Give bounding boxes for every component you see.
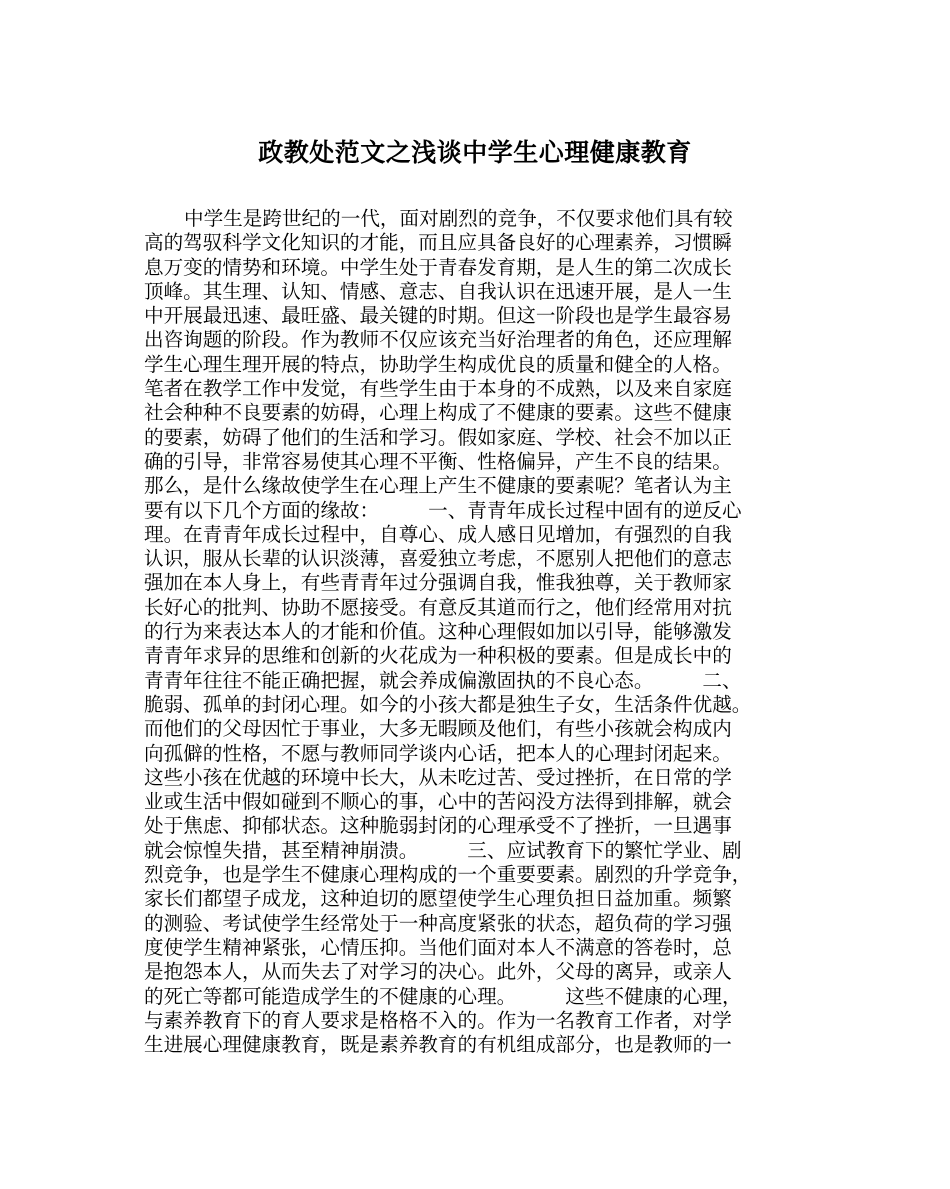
body-line: 生进展心理健康教育，既是素养教育的有机组成部分，也是教师的一 — [144, 1033, 732, 1057]
body-line: 中学生是跨世纪的一代，面对剧烈的竞争，不仅要求他们具有较 — [184, 207, 733, 230]
body-line: 脆弱、孤单的封闭心理。如今的小孩大都是独生子女，生活条件优越。 — [144, 692, 752, 716]
body-line: 业或生活中假如碰到不顺心的事，心中的苦闷没方法得到排解，就会 — [144, 790, 732, 814]
body-line: 息万变的情势和环境。中学生处于青春发育期，是人生的第二次成长 — [144, 255, 732, 279]
body-line: 家长们都望子成龙，这种迫切的愿望使学生心理负担日益加重。频繁 — [144, 887, 732, 911]
body-line: 这些小孩在优越的环境中长大，从未吃过苦、受过挫折，在日常的学 — [144, 765, 732, 789]
document-title: 政教处范文之浅谈中学生心理健康教育 — [258, 138, 692, 167]
body-line: 向孤僻的性格，不愿与教师同学谈内心话，把本人的心理封闭起来。 — [144, 741, 732, 765]
body-line: 的要素，妨碍了他们的生活和学习。假如家庭、学校、社会不加以正 — [144, 425, 732, 449]
body-line: 的行为来表达本人的才能和价值。这种心理假如加以引导，能够激发 — [144, 620, 732, 644]
body-line: 青青年往往不能正确把握，就会养成偏激固执的不良心态。 二、 — [144, 668, 742, 692]
body-line: 那么，是什么缘故使学生在心理上产生不健康的要素呢？笔者认为主 — [144, 474, 732, 498]
body-line: 社会种种不良要素的妨碍，心理上构成了不健康的要素。这些不健康 — [144, 401, 732, 425]
body-line: 理。在青青年成长过程中，自尊心、成人感日见增加，有强烈的自我 — [144, 522, 732, 546]
body-line: 是抱怨本人，从而失去了对学习的决心。此外，父母的离异，或亲人 — [144, 960, 732, 984]
body-line: 的测验、考试使学生经常处于一种高度紧张的状态，超负荷的学习强 — [144, 911, 732, 935]
body-line: 笔者在教学工作中发觉，有些学生由于本身的不成熟，以及来自家庭 — [144, 377, 732, 401]
body-line: 就会惊惶失措，甚至精神崩溃。 三、应试教育下的繁忙学业、剧 — [144, 838, 742, 862]
body-line: 与素养教育下的育人要求是格格不入的。作为一名教育工作者，对学 — [144, 1008, 732, 1032]
body-line: 强加在本人身上，有些青青年过分强调自我，惟我独尊，关于教师家 — [144, 571, 732, 595]
body-line: 处于焦虑、抑郁状态。这种脆弱封闭的心理承受不了挫折，一旦遇事 — [144, 814, 732, 838]
body-line: 度使学生精神紧张，心情压抑。当他们面对本人不满意的答卷时，总 — [144, 935, 732, 959]
body-line: 高的驾驭科学文化知识的才能，而且应具备良好的心理素养，习惯瞬 — [144, 231, 732, 255]
body-line: 长好心的批判、协助不愿接受。有意反其道而行之，他们经常用对抗 — [144, 595, 732, 619]
body-line: 中开展最迅速、最旺盛、最关键的时期。但这一阶段也是学生最容易 — [144, 304, 732, 328]
body-line: 烈竞争，也是学生不健康心理构成的一个重要要素。剧烈的升学竞争， — [144, 863, 752, 887]
document-body — [144, 207, 824, 1057]
body-line: 的死亡等都可能造成学生的不健康的心理。 这些不健康的心理， — [144, 984, 742, 1008]
body-line: 青青年求异的思维和创新的火花成为一种积极的要素。但是成长中的 — [144, 644, 732, 668]
body-line: 顶峰。其生理、认知、情感、意志、自我认识在迅速开展，是人一生 — [144, 279, 732, 303]
body-line: 而他们的父母因忙于事业，大多无暇顾及他们，有些小孩就会构成内 — [144, 717, 732, 741]
body-line: 认识，服从长辈的认识淡薄，喜爱独立考虑，不愿别人把他们的意志 — [144, 547, 732, 571]
body-line: 确的引导，非常容易使其心理不平衡、性格偏异，产生不良的结果。 — [144, 449, 732, 473]
body-line: 要有以下几个方面的缘故： 一、青青年成长过程中固有的逆反心 — [144, 498, 742, 522]
body-line: 学生心理生理开展的特点，协助学生构成优良的质量和健全的人格。 — [144, 352, 732, 376]
body-line: 出咨询题的阶段。作为教师不仅应该充当好治理者的角色，还应理解 — [144, 328, 732, 352]
